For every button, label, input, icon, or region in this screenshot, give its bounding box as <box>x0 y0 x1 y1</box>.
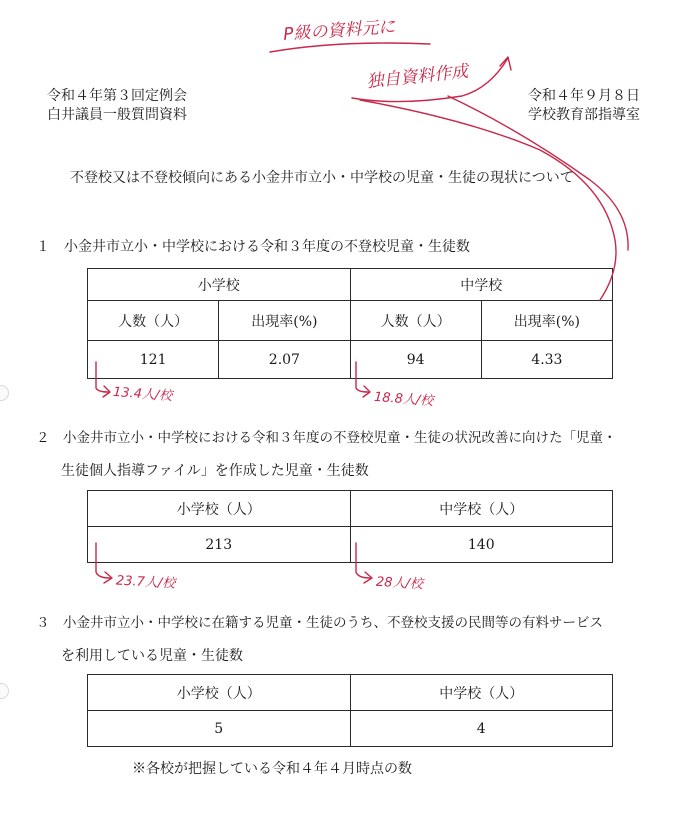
section1-heading: １ 小金井市立小・中学校における令和３年度の不登校児童・生徒数 <box>36 239 470 255</box>
section1-col-jr-rate: 出現率(%) <box>481 301 612 341</box>
section2-table <box>87 490 613 563</box>
header-left-line1: 令和４年第３回定例会 <box>47 88 187 104</box>
header-left-line2: 白井議員一般質問資料 <box>47 107 187 123</box>
section3-col-junior: 中学校（人） <box>350 675 613 711</box>
section3-heading-line2: を利用している児童・生徒数 <box>61 648 243 664</box>
handwritten-elem-per-school-1: 13.4人/校 <box>112 384 173 405</box>
section2-heading-line2: 生徒個人指導ファイル」を作成した児童・生徒数 <box>61 463 369 479</box>
section2-heading-line1: ２ 小金井市立小・中学校における令和３年度の不登校児童・生徒の状況改善に向けた「児童・ <box>36 430 617 446</box>
header-right-line1: 令和４年９月８日 <box>528 88 640 104</box>
punch-hole-top <box>0 385 9 401</box>
handwritten-elem-per-school-2: 23.7人/校 <box>115 573 176 592</box>
handwritten-jr-per-school-2: 28人/校 <box>375 574 424 593</box>
section3-note: ※各校が把握している令和４年４月時点の数 <box>132 761 412 777</box>
section3-table <box>87 674 613 747</box>
section1-group-junior: 中学校 <box>350 269 613 301</box>
section1-group-elementary: 小学校 <box>88 269 351 301</box>
section2-col-junior: 中学校（人） <box>350 491 613 527</box>
section1-table <box>87 268 613 379</box>
section3-jr-value: 4 <box>350 711 613 747</box>
section1-elem-count: 121 <box>88 341 219 379</box>
section1-jr-count: 94 <box>350 341 481 379</box>
page-title: 不登校又は不登校傾向にある小金井市立小・中学校の児童・生徒の現状について <box>70 170 574 186</box>
handwritten-jr-per-school-1: 18.8人/校 <box>373 389 434 410</box>
section1-col-jr-count: 人数（人） <box>350 301 481 341</box>
punch-hole-bottom <box>0 683 9 699</box>
handwritten-note-line2: 独自資料作成 <box>365 61 470 93</box>
section1-col-elem-count: 人数（人） <box>88 301 219 341</box>
section3-elem-value: 5 <box>88 711 351 747</box>
header-right-line2: 学校教育部指導室 <box>528 107 640 123</box>
section3-col-elementary: 小学校（人） <box>88 675 351 711</box>
section2-elem-value: 213 <box>88 527 351 563</box>
section1-jr-rate: 4.33 <box>481 341 612 379</box>
section1-col-elem-rate: 出現率(%) <box>219 301 350 341</box>
section2-jr-value: 140 <box>350 527 613 563</box>
section1-elem-rate: 2.07 <box>219 341 350 379</box>
section2-col-elementary: 小学校（人） <box>88 491 351 527</box>
section3-heading-line1: ３ 小金井市立小・中学校に在籍する児童・生徒のうち、不登校支援の民間等の有料サービス <box>36 615 603 631</box>
handwritten-note-line1: P級の資料元に <box>282 17 397 45</box>
